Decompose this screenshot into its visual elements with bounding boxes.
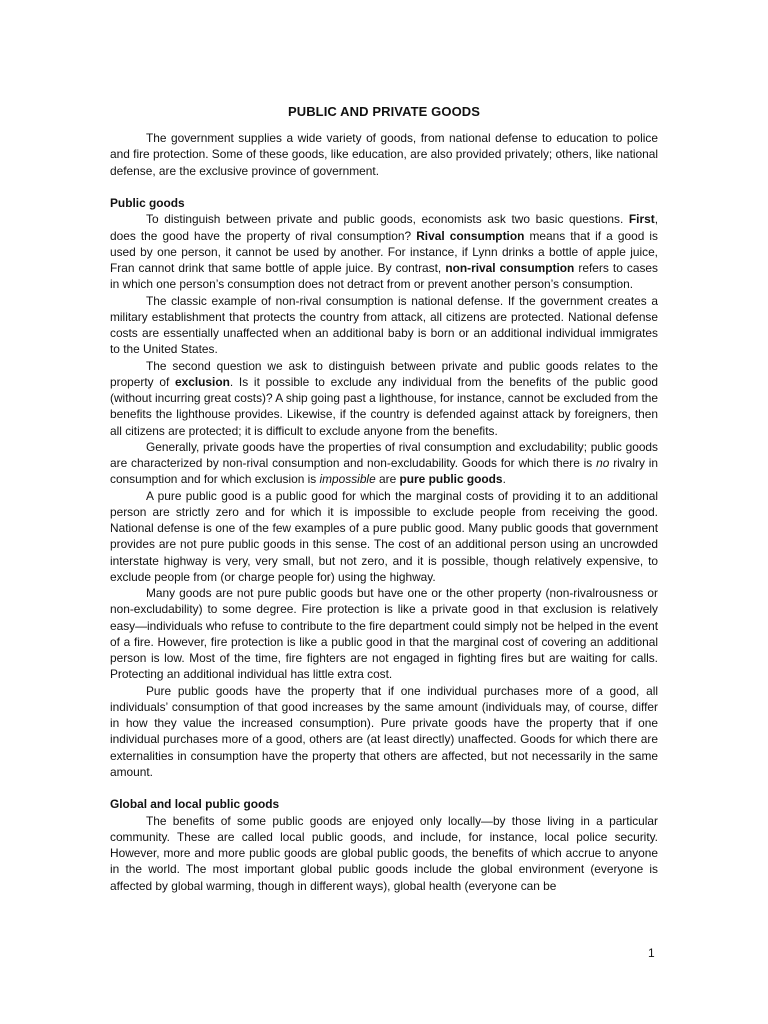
paragraph-externalities: Pure public goods have the property that if one individual purchases more of a good, all individuals’ consumption of that good increases by the same amount (individuals may, of course, differ in how they value the increased consumption). Pure private goods have the property that if one individual purchases more of a good, others are (at least directly) unaffected. Goods for which there are externalities in consumption have the property that others are affected, but not necessarily in the same amount. [110,683,658,779]
bold-term: exclusion [175,374,230,389]
document-title: PUBLIC AND PRIVATE GOODS [287,104,481,119]
spacer [110,179,658,195]
italic-term: impossible [319,472,376,487]
text-run: To distinguish between private and public goods, economists ask two basic questions. [146,212,629,227]
bold-term: non-rival consumption [445,261,575,275]
paragraph-pure-public-goods-definition [110,439,658,488]
text-run: means that if a good is used by one person, it cannot be used by another. For instance, if Lynn drinks a bottle of apple juice, Fran cannot drink that same bottle of apple juice. By contrast, [110,228,658,275]
page-number: 1 [648,946,655,960]
section-heading-global-local: Global and local public goods [110,797,280,812]
italic-term: no [596,456,610,470]
text-run: are [375,472,400,487]
paragraph-fire-protection: Many goods are not pure public goods but have one or the other property (non-rivalrousness or non-excludability) to some degree. Fire protection is like a private good in that exclusion is relatively easy—individuals who refuse to contribute to the fire department could simply not be helped in the event of a fire. However, fire protection is like a public good in that the marginal cost of covering an additional person is low. Most of the time, fire fighters are not engaged in fighting fires but are waiting for calls. Protecting an additional individual has little extra cost. [110,586,658,682]
paragraph-national-defense: The classic example of non-rival consumption is national defense. If the government creates a military establishment that protects the country from attack, all citizens are protected. National defense costs are essentially unaffected when an additional baby is born or an additional individual immigrates to the United States. [110,293,658,357]
spacer [110,780,658,796]
paragraph-exclusion [110,358,658,439]
text-run: , does the good have the property of rival consumption? [110,212,658,243]
intro-paragraph: The government supplies a wide variety of goods, from national defense to education to police and fire protection. Some of these goods, like education, are also provided privately; others, like national defense, are the exclusive province of government. [110,131,658,178]
text-run: . Is it possible to exclude any individual from the benefits of the public good (without incurring great costs)? A ship going past a lighthouse, for instance, cannot be excluded from the benefits the lighthouse provides. Likewise, if the country is defended against attack by foreigners, then all citizens are protected; it is difficult to exclude anyone from the benefits. [110,374,658,438]
bold-term: Rival consumption [416,228,525,243]
text-run: rivalry in consumption and for which exclusion is [110,456,658,487]
bold-term: pure public goods [399,472,503,487]
text-run: Generally, private goods have the properties of rival consumption and excludability; public goods are characterized by non-rival consumption and non-excludability. Goods for which there is [110,439,658,470]
bold-term: First [628,212,655,227]
page-content [110,102,658,894]
text-run: . [502,472,506,487]
text-run: refers to cases in which one person’s consumption does not detract from or prevent another person’s consumption. [110,261,658,292]
section-heading-public-goods: Public goods [110,196,185,210]
paragraph-global-public-goods: The benefits of some public goods are enjoyed only locally—by those living in a particular community. These are called local public goods, and include, for instance, local police security. However, more and more public goods are global public goods, the benefits of which accrue to anyone in the world. The most important global public goods include the global environment (everyone is affected by global warming, though in different ways), global health (everyone can be [110,813,658,893]
text-run: The second question we ask to distinguish between private and public goods relates to the property of [110,358,658,389]
paragraph-rival-consumption [110,211,658,292]
paragraph-pure-public-good-example: A pure public good is a public good for which the marginal costs of providing it to an additional person are strictly zero and for which it is impossible to exclude people from receiving the good. National defense is one of the few examples of a pure public good. Many public goods that government provides are not pure public goods in this sense. The cost of an additional person using an uncrowded interstate highway is very, very small, but not zero, and it is possible, though relatively expensive, to exclude people from (or charge people for) using the highway. [110,488,658,584]
